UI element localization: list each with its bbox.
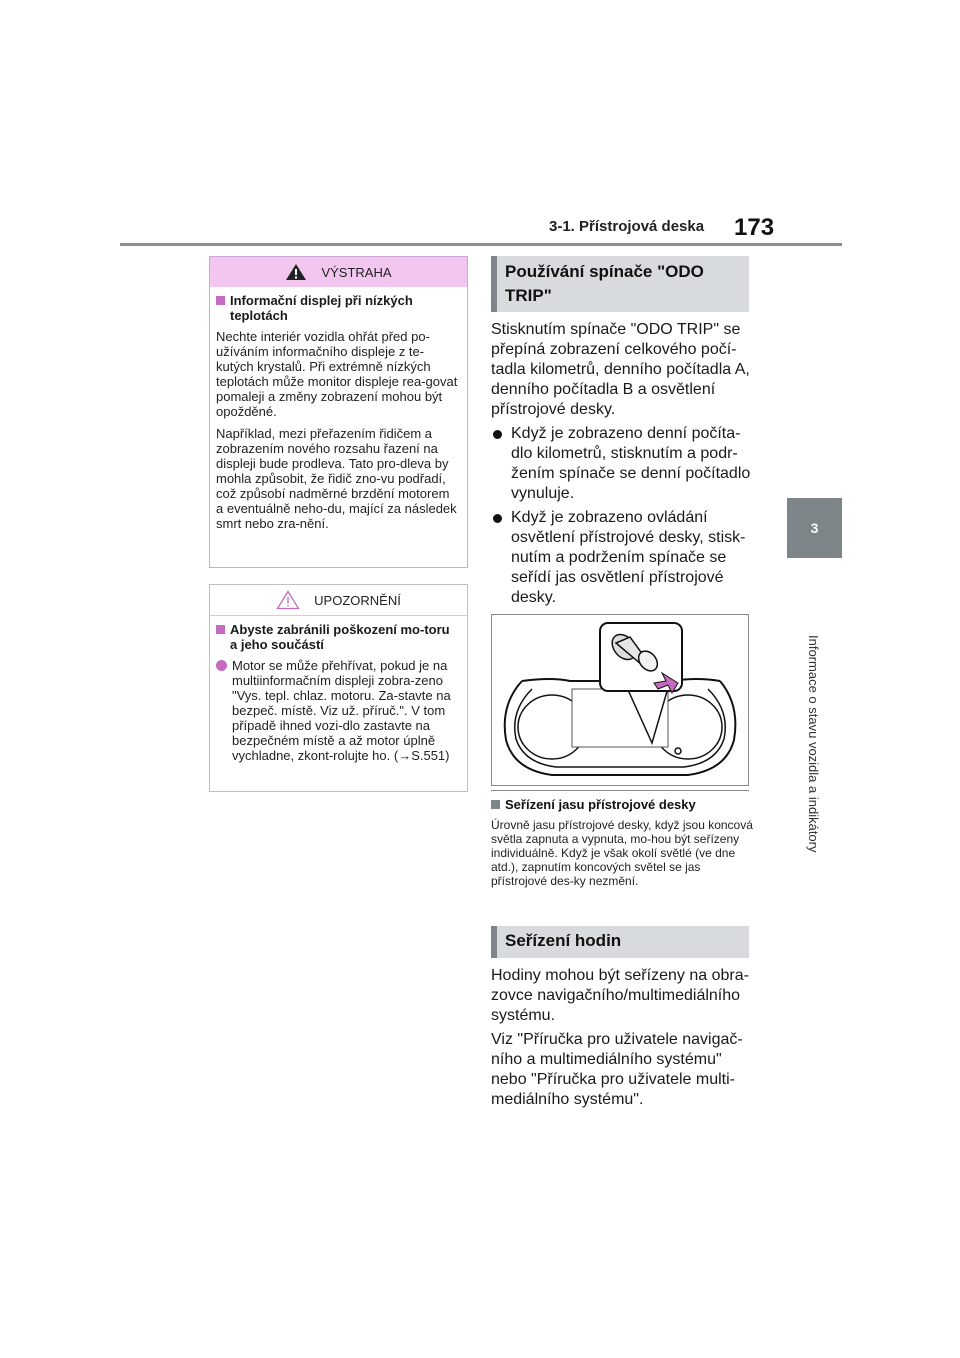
header-rule — [120, 243, 842, 246]
warning-header — [210, 257, 467, 287]
round-bullet-icon — [216, 660, 227, 671]
brightness-heading: Seřízení jasu přístrojové desky — [491, 797, 753, 812]
notice-header — [210, 585, 467, 616]
odo-intro: Stisknutím spínače "ODO TRIP" se přepíná zobrazení celkového počí-tadla kilometrů, denního počítadla A, denního počítadla B a osvětlení přístrojové desky. — [491, 321, 750, 418]
square-bullet-icon — [216, 296, 225, 305]
warning-heading: Informační displej při nízkých teplotách — [216, 293, 459, 323]
odo-bullet-1: Když je zobrazeno denní počíta-dlo kilometrů, stisknutím a podr-žením spínače se denní počítadlo vynuluje. — [491, 424, 753, 504]
warning-paragraph-1: Nechte interiér vozidla ohřát před po-užíváním informačního displeje z te-kutých krystalů. Při extrémně nízkých teplotách může monitor displeje rea-govat pomaleji a změny zobrazení mohou být opožděné. — [216, 329, 458, 419]
notice-bullet: Motor se může přehřívat, pokud je na multiinformačním displeji zobra-zeno "Vys. tepl. chlaz. motoru. Za-stavte na bezpeč. místě. Viz už. příruč.". V tom případě ihned vozi-dlo zastavte na bezpečném místě a až motor úplně vychladne, zkont-rolujte ho. (→S.551) — [216, 658, 459, 763]
warning-triangle-icon — [285, 263, 307, 281]
figure-divider — [491, 790, 749, 791]
notice-triangle-icon — [276, 590, 300, 610]
chapter-title: Informace o stavu vozidla a indikátory — [806, 635, 821, 853]
clock-paragraph-2: Viz "Příručka pro uživatele navigač-ního a multimediálního systému" nebo "Příručka pro uživatele multi-mediálního systému". — [491, 1031, 743, 1108]
brightness-text: Úrovně jasu přístrojové desky, když jsou koncová světla zapnuta a vypnuta, mo-hou být seřízeny individuálně. Když je však okolí světlé (ve dne atd.), zapnutím koncových světel se jas přístrojové des-ky nezmění. — [491, 818, 753, 888]
odo-trip-section-heading: Používání spínače "ODO TRIP" — [491, 256, 749, 312]
square-bullet-icon — [216, 625, 225, 634]
warning-paragraph-2: Například, mezi přeřazením řidičem a zobrazením nového rozsahu řazení na displeji bude prodleva. Tato pro-dleva by mohla způsobit, že řidič zno-vu podřadí, což způsobí nadměrné brzdění motorem a eventuálně neho-du, mající za následek smrt nebo zra-nění. — [216, 426, 457, 531]
clock-section-heading: Seřízení hodin — [491, 926, 749, 958]
warning-box — [209, 256, 468, 568]
clock-paragraph-1: Hodiny mohou být seřízeny na obra-zovce navigačního/multimediálního systému. — [491, 967, 749, 1024]
bullet-icon — [493, 514, 502, 523]
section-title: 3-1. Přístrojová deska — [549, 218, 705, 235]
notice-box — [209, 584, 468, 792]
odo-bullet-2: Když je zobrazeno ovládání osvětlení přístrojové desky, stisk-nutím a podržením spínače se seřídí jas osvětlení přístrojové desky. — [491, 508, 753, 608]
notice-title: UPOZORNĚNÍ — [314, 592, 401, 608]
page-number: 173 — [734, 214, 775, 241]
odo-trip-switch-icon — [492, 615, 748, 785]
notice-heading: Abyste zabránili poškození mo-toru a jeho součástí — [216, 622, 459, 652]
bullet-icon — [493, 430, 502, 439]
square-bullet-icon — [491, 800, 500, 809]
instrument-cluster-illustration — [491, 614, 749, 786]
warning-title: VÝSTRAHA — [321, 264, 392, 280]
chapter-tab: 3 — [787, 498, 842, 558]
